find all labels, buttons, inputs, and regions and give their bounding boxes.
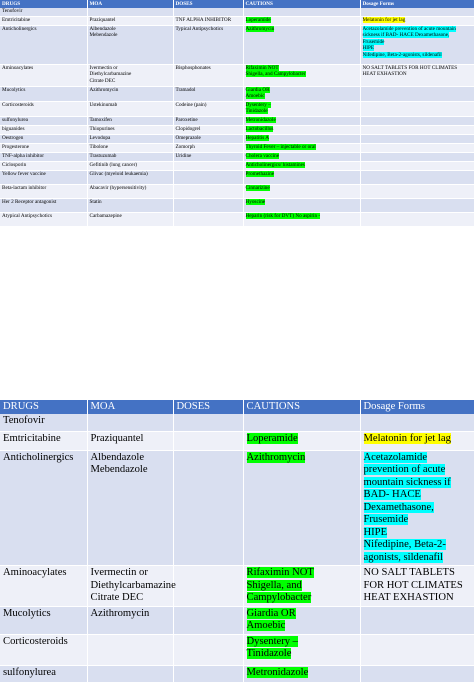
cautions-text: Anticholinergics/ histamines xyxy=(245,161,305,168)
moa-text: Carbamazepine xyxy=(89,212,122,219)
cell-drugs xyxy=(0,86,87,101)
cell-moa xyxy=(87,143,173,152)
dosage-forms-text: NO SALT TABLETS FOR HOT CLIMATES HEAT EXHASTION xyxy=(362,64,458,77)
cell-dosage-forms xyxy=(360,170,474,184)
cell-cautions xyxy=(243,8,360,16)
drug-table-large xyxy=(0,400,474,683)
cell-moa xyxy=(87,64,173,86)
moa-text: Glivac (myeloid leukaemia) xyxy=(89,170,148,177)
table-row xyxy=(0,143,474,152)
cell-moa xyxy=(87,8,173,16)
moa-text: Trastuzumab xyxy=(89,152,117,159)
table-row xyxy=(0,64,474,86)
cell-moa xyxy=(87,134,173,143)
moa-text: Ivermectin or Diethylcarbamazine Citrate DEC xyxy=(90,567,176,603)
cell-doses xyxy=(173,566,243,607)
header-dosage-forms: Dosage Forms xyxy=(360,0,474,8)
table-row xyxy=(0,431,474,450)
cell-moa xyxy=(87,450,173,566)
drugs-text: Tenofovir xyxy=(2,8,23,14)
drugs-text: Aminoacylates xyxy=(2,64,34,71)
dosage-forms-text: Acetazolamide prevention of acute mountain sickness if BAD- HACE Dexamethasone, Frusemide HIPE Nifedipine, Beta-2-agonists, sildenafil xyxy=(363,451,451,563)
cell-cautions xyxy=(243,143,360,152)
cell-moa xyxy=(87,198,173,212)
cell-doses xyxy=(173,16,243,25)
cautions-text: Dysentery – Tinidazole xyxy=(245,101,271,114)
cell-moa xyxy=(87,184,173,198)
cell-doses xyxy=(173,152,243,161)
cell-drugs xyxy=(0,184,87,198)
cell-drugs xyxy=(0,8,87,16)
cell-dosage-forms xyxy=(360,198,474,212)
cell-dosage-forms xyxy=(360,212,474,226)
drugs-text: Emtricitabine xyxy=(3,432,61,444)
doses-text: Zomorph xyxy=(175,143,195,150)
cell-drugs xyxy=(0,125,87,134)
table-row xyxy=(0,86,474,101)
moa-text: Gefitinib (lung cancer) xyxy=(89,161,138,168)
cell-doses xyxy=(173,198,243,212)
header-row xyxy=(0,0,474,8)
drugs-text: biguanides xyxy=(2,125,25,132)
doses-text: Codeine (pain) xyxy=(175,101,207,108)
dosage-forms-text: Melatonin for jet lag xyxy=(362,16,406,23)
drugs-text: sulfonylurea xyxy=(3,666,56,678)
cell-cautions xyxy=(243,184,360,198)
cell-doses xyxy=(173,170,243,184)
cell-dosage-forms xyxy=(360,86,474,101)
cell-dosage-forms xyxy=(360,414,474,431)
dosage-forms-text: NO SALT TABLETS FOR HOT CLIMATES HEAT EXHASTION xyxy=(363,567,463,603)
moa-text: Levodopa xyxy=(89,134,111,141)
cell-moa xyxy=(87,116,173,125)
cell-drugs xyxy=(0,116,87,125)
cell-doses xyxy=(173,212,243,226)
drugs-text: Corticosteroids xyxy=(2,101,34,108)
table-row xyxy=(0,101,474,116)
doses-text: Typical Antipsychotics xyxy=(175,25,224,32)
table-row xyxy=(0,212,474,226)
cell-doses xyxy=(173,101,243,116)
cell-cautions xyxy=(243,64,360,86)
cautions-text: Azithromycin xyxy=(245,25,275,32)
cell-moa xyxy=(87,606,173,634)
cautions-text: Thyroid Fever – injectable or oral xyxy=(245,143,316,150)
cell-drugs xyxy=(0,25,87,64)
cell-cautions xyxy=(243,16,360,25)
moa-text: Thiopurines xyxy=(89,125,115,132)
table-row xyxy=(0,450,474,566)
table-row xyxy=(0,198,474,212)
drugs-text: Mucolytics xyxy=(2,86,26,93)
cell-moa xyxy=(87,101,173,116)
cell-drugs xyxy=(0,212,87,226)
dosage-forms-text: Melatonin for jet lag xyxy=(363,432,451,444)
cautions-text: Loperamide xyxy=(245,16,271,23)
doses-text: Bisphosphonates xyxy=(175,64,211,71)
cell-moa xyxy=(87,665,173,682)
cell-doses xyxy=(173,665,243,682)
moa-text: Praziquantel xyxy=(89,16,116,23)
cautions-text: Rifaximin NOT Shigella, and Campylobacter xyxy=(246,567,314,603)
table-row xyxy=(0,161,474,170)
drugs-text: TNF-alpha inhibitor xyxy=(2,152,44,159)
cell-dosage-forms xyxy=(360,16,474,25)
cell-drugs xyxy=(0,431,87,450)
cell-dosage-forms xyxy=(360,665,474,682)
cell-cautions xyxy=(243,125,360,134)
cell-moa xyxy=(87,125,173,134)
cell-cautions xyxy=(243,134,360,143)
cell-doses xyxy=(173,25,243,64)
cell-drugs xyxy=(0,143,87,152)
cautions-text: Heparin (risk for DVT) No aspirin - xyxy=(245,212,321,219)
cautions-text: Lactobacillus xyxy=(245,125,274,132)
drugs-text: Tenofovir xyxy=(3,415,45,426)
cell-moa xyxy=(87,152,173,161)
doses-text: TNF ALPHA INHIBITOR xyxy=(175,16,232,23)
table-row xyxy=(0,25,474,64)
drugs-text: Oestrogen xyxy=(2,134,24,141)
table-row xyxy=(0,606,474,634)
cautions-text: Giardia OR Amoebic xyxy=(246,607,296,631)
header-dosage-forms: Dosage Forms xyxy=(360,400,474,414)
cautions-text: Metronidazole xyxy=(246,666,309,678)
moa-text: Abacavir (hypersensitivity) xyxy=(89,184,147,191)
header-doses: DOSES xyxy=(173,400,243,414)
cell-doses xyxy=(173,606,243,634)
moa-text: Azithromycin xyxy=(89,86,119,93)
moa-text: Azithromycin xyxy=(90,607,150,619)
cell-cautions xyxy=(243,25,360,64)
cautions-text: Dysentery – Tinidazole xyxy=(246,635,298,659)
header-moa: MOA xyxy=(87,0,173,8)
drugs-text: Mucolytics xyxy=(3,607,51,619)
table-row xyxy=(0,125,474,134)
drugs-text: Emtricitabine xyxy=(2,16,31,23)
cell-dosage-forms xyxy=(360,143,474,152)
cell-cautions xyxy=(243,170,360,184)
header-drugs: DRUGS xyxy=(0,400,87,414)
cell-cautions xyxy=(243,414,360,431)
cell-dosage-forms xyxy=(360,184,474,198)
moa-text: Ustekinumab xyxy=(89,101,118,108)
cell-doses xyxy=(173,414,243,431)
table-row xyxy=(0,16,474,25)
cell-drugs xyxy=(0,566,87,607)
doses-text: Tramadol xyxy=(175,86,196,93)
cell-drugs xyxy=(0,665,87,682)
table-row xyxy=(0,665,474,682)
cell-doses xyxy=(173,450,243,566)
moa-text: Tibolone xyxy=(89,143,109,150)
cautions-text: Cinnarizine xyxy=(245,184,270,191)
moa-text: Ivermectin or Diethylcarbamazine Citrate DEC xyxy=(89,64,132,84)
cell-doses xyxy=(173,431,243,450)
cell-cautions xyxy=(243,431,360,450)
cell-moa xyxy=(87,86,173,101)
small-table-section xyxy=(0,0,474,227)
cell-drugs xyxy=(0,606,87,634)
table-row xyxy=(0,116,474,125)
cell-cautions xyxy=(243,634,360,665)
cautions-text: Loperamide xyxy=(246,432,298,444)
moa-text: Albendazole Mebendazole xyxy=(90,451,148,475)
cell-moa xyxy=(87,212,173,226)
cell-drugs xyxy=(0,634,87,665)
table-row xyxy=(0,170,474,184)
cell-moa xyxy=(87,25,173,64)
cautions-text: Rifaximin NOT Shigella, and Campylobacter xyxy=(245,64,306,77)
table-row xyxy=(0,8,474,16)
cell-doses xyxy=(173,161,243,170)
cell-moa xyxy=(87,634,173,665)
cell-drugs xyxy=(0,64,87,86)
cell-dosage-forms xyxy=(360,25,474,64)
cell-dosage-forms xyxy=(360,116,474,125)
cell-doses xyxy=(173,64,243,86)
cautions-text: Giardia OR Amoebic xyxy=(245,86,270,99)
cell-cautions xyxy=(243,665,360,682)
cell-cautions xyxy=(243,198,360,212)
drugs-text: Aminoacylates xyxy=(3,567,67,578)
moa-text: Albendazole Mebendazole xyxy=(89,25,118,38)
table-row xyxy=(0,152,474,161)
cell-doses xyxy=(173,8,243,16)
cell-cautions xyxy=(243,101,360,116)
cell-cautions xyxy=(243,450,360,566)
cell-doses xyxy=(173,86,243,101)
drugs-text: Anticholinergics xyxy=(2,25,37,32)
cell-doses xyxy=(173,184,243,198)
large-table-section xyxy=(0,400,474,683)
moa-text: Tamoxifen xyxy=(89,116,112,123)
cell-doses xyxy=(173,143,243,152)
header-cautions: CAUTIONS xyxy=(243,0,360,8)
cell-cautions xyxy=(243,116,360,125)
cell-drugs xyxy=(0,414,87,431)
small-table-body xyxy=(0,8,474,226)
doses-text: Clopidogrel xyxy=(175,125,201,132)
moa-text: Statin xyxy=(89,198,102,205)
cell-cautions xyxy=(243,161,360,170)
cell-cautions xyxy=(243,212,360,226)
drugs-text: Yellow fever vaccine xyxy=(2,170,46,177)
cell-doses xyxy=(173,116,243,125)
cell-drugs xyxy=(0,161,87,170)
drug-table-small xyxy=(0,0,474,227)
header-cautions: CAUTIONS xyxy=(243,400,360,414)
drugs-text: Ciclosporin xyxy=(2,161,27,168)
cautions-text: Hyoscine xyxy=(245,198,266,205)
cell-dosage-forms xyxy=(360,431,474,450)
drugs-text: Anticholinergics xyxy=(3,451,74,463)
cell-drugs xyxy=(0,198,87,212)
cell-dosage-forms xyxy=(360,64,474,86)
cell-doses xyxy=(173,134,243,143)
table-row xyxy=(0,134,474,143)
drugs-text: Atypical Antipsychotics xyxy=(2,212,52,219)
table-row xyxy=(0,566,474,607)
table-row xyxy=(0,634,474,665)
cell-dosage-forms xyxy=(360,8,474,16)
doses-text: Paroxetine xyxy=(175,116,198,123)
cell-drugs xyxy=(0,134,87,143)
cell-cautions xyxy=(243,566,360,607)
header-row xyxy=(0,400,474,414)
cell-cautions xyxy=(243,86,360,101)
cell-dosage-forms xyxy=(360,606,474,634)
doses-text: Omeprazole xyxy=(175,134,201,141)
cell-dosage-forms xyxy=(360,161,474,170)
cell-drugs xyxy=(0,450,87,566)
cell-dosage-forms xyxy=(360,125,474,134)
cautions-text: Metronidazole xyxy=(245,116,276,123)
cell-dosage-forms xyxy=(360,566,474,607)
drugs-text: sulfonylurea xyxy=(2,116,28,123)
drugs-text: Beta-lactam inhibitor xyxy=(2,184,47,191)
cautions-text: Promethazine xyxy=(245,170,275,177)
table-row xyxy=(0,184,474,198)
table-row xyxy=(0,414,474,431)
cell-doses xyxy=(173,634,243,665)
cautions-text: Azithromycin xyxy=(246,451,306,463)
drugs-text: Progesterone xyxy=(2,143,30,150)
cell-cautions xyxy=(243,606,360,634)
cell-moa xyxy=(87,566,176,607)
cell-moa xyxy=(87,170,173,184)
cell-dosage-forms xyxy=(360,101,474,116)
cell-drugs xyxy=(0,152,87,161)
cautions-text: Hepatitis A xyxy=(245,134,269,141)
cell-moa xyxy=(87,161,173,170)
cell-moa xyxy=(87,414,173,431)
header-doses: DOSES xyxy=(173,0,243,8)
large-table-body xyxy=(0,414,474,682)
cell-moa xyxy=(87,431,173,450)
cautions-text: Cholera vaccine xyxy=(245,152,280,159)
cell-drugs xyxy=(0,101,87,116)
drugs-text: Corticosteroids xyxy=(3,635,68,647)
cell-drugs xyxy=(0,16,87,25)
header-drugs: DRUGS xyxy=(0,0,87,8)
cell-moa xyxy=(87,16,173,25)
moa-text: Praziquantel xyxy=(90,432,144,444)
cell-dosage-forms xyxy=(360,450,474,566)
doses-text: Uridine xyxy=(175,152,192,159)
cell-cautions xyxy=(243,152,360,161)
cell-dosage-forms xyxy=(360,152,474,161)
dosage-forms-text: Acetazolamide prevention of acute mountain sickness if BAD- HACE Dexamethasone, Frusemide HIPE Nifedipine, Beta-2-agonists, sildenafil xyxy=(362,25,456,58)
cell-drugs xyxy=(0,170,87,184)
header-moa: MOA xyxy=(87,400,173,414)
cell-dosage-forms xyxy=(360,634,474,665)
drugs-text: Her 2 Receptor antagonist xyxy=(2,198,57,205)
cell-dosage-forms xyxy=(360,134,474,143)
cell-doses xyxy=(173,125,243,134)
